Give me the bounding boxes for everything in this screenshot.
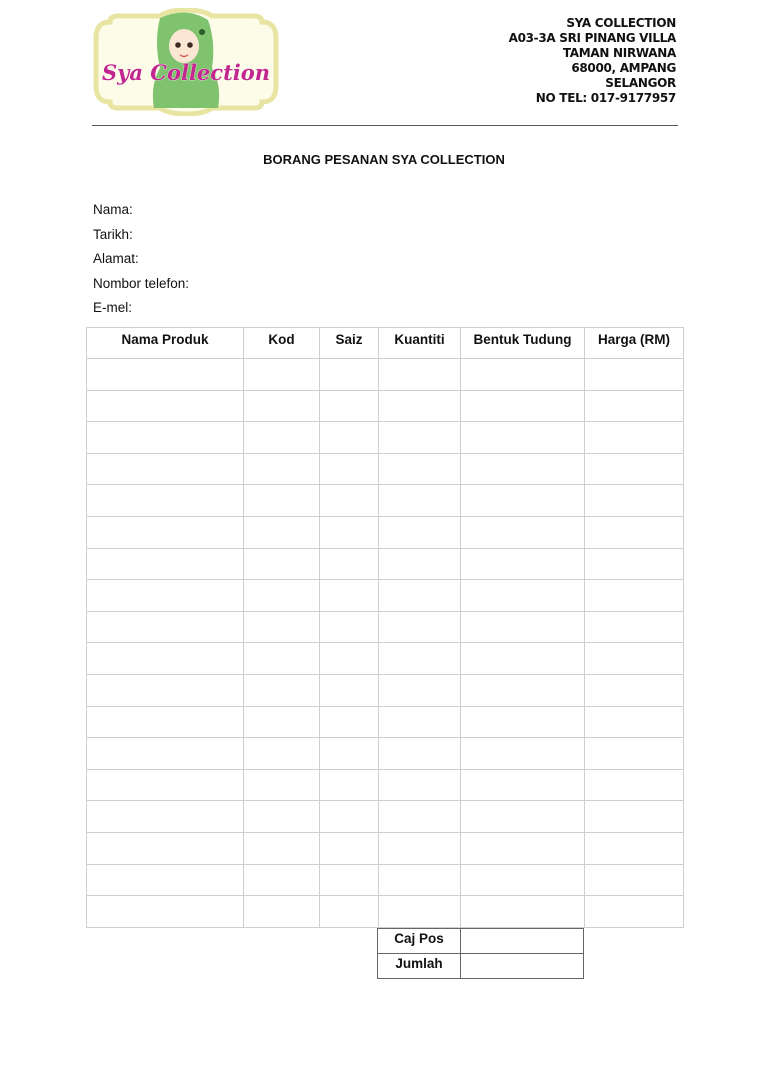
table-cell[interactable] <box>87 359 244 391</box>
table-cell[interactable] <box>87 896 244 928</box>
table-cell[interactable] <box>320 548 379 580</box>
table-cell[interactable] <box>87 674 244 706</box>
table-cell[interactable] <box>461 832 585 864</box>
column-header-nama-produk: Nama Produk <box>87 328 244 359</box>
total-row <box>378 954 584 979</box>
table-row <box>87 643 684 675</box>
table-cell[interactable] <box>320 580 379 612</box>
table-cell[interactable] <box>585 390 684 422</box>
table-cell[interactable] <box>379 422 461 454</box>
table-cell[interactable] <box>87 801 244 833</box>
table-cell[interactable] <box>461 706 585 738</box>
table-row <box>87 832 684 864</box>
table-cell[interactable] <box>379 864 461 896</box>
table-cell[interactable] <box>379 801 461 833</box>
column-header-saiz: Saiz <box>320 328 379 359</box>
table-cell[interactable] <box>87 516 244 548</box>
table-cell[interactable] <box>379 643 461 675</box>
table-cell[interactable] <box>244 896 320 928</box>
table-cell[interactable] <box>320 706 379 738</box>
table-cell[interactable] <box>585 801 684 833</box>
table-cell[interactable] <box>244 769 320 801</box>
table-row <box>87 611 684 643</box>
table-cell[interactable] <box>87 832 244 864</box>
table-cell[interactable] <box>379 674 461 706</box>
table-cell[interactable] <box>585 453 684 485</box>
table-cell[interactable] <box>87 864 244 896</box>
column-header-bentuk-tudung: Bentuk Tudung <box>461 328 585 359</box>
table-cell[interactable] <box>585 485 684 517</box>
total-label: Jumlah <box>378 954 461 979</box>
table-cell[interactable] <box>461 738 585 770</box>
table-cell[interactable] <box>320 643 379 675</box>
table-row <box>87 896 684 928</box>
table-cell[interactable] <box>87 453 244 485</box>
table-cell[interactable] <box>585 548 684 580</box>
table-cell[interactable] <box>244 359 320 391</box>
table-cell[interactable] <box>244 801 320 833</box>
table-cell[interactable] <box>320 390 379 422</box>
table-cell[interactable] <box>379 706 461 738</box>
postage-row <box>378 929 584 954</box>
table-cell[interactable] <box>585 643 684 675</box>
postage-value-cell[interactable] <box>461 929 584 954</box>
table-row <box>87 485 684 517</box>
table-row <box>87 422 684 454</box>
table-cell[interactable] <box>461 896 585 928</box>
table-row <box>87 516 684 548</box>
table-cell[interactable] <box>461 422 585 454</box>
table-cell[interactable] <box>87 422 244 454</box>
address-line: A03-3A SRI PINANG VILLA <box>508 31 676 45</box>
table-cell[interactable] <box>244 643 320 675</box>
table-cell[interactable] <box>320 611 379 643</box>
field-nombor-telefon[interactable]: Nombor telefon: <box>93 275 190 291</box>
table-cell[interactable] <box>585 580 684 612</box>
table-cell[interactable] <box>320 359 379 391</box>
sya-collection-logo <box>90 8 282 116</box>
table-row <box>87 580 684 612</box>
table-row <box>87 548 684 580</box>
table-cell[interactable] <box>320 738 379 770</box>
table-row <box>87 706 684 738</box>
totals-table <box>377 928 584 979</box>
table-cell[interactable] <box>379 738 461 770</box>
column-header-harga: Harga (RM) <box>585 328 684 359</box>
table-cell[interactable] <box>585 674 684 706</box>
address-line: SYA COLLECTION <box>566 16 676 30</box>
table-cell[interactable] <box>320 896 379 928</box>
order-table <box>86 327 684 928</box>
shop-address-block <box>509 16 676 106</box>
form-title: BORANG PESANAN SYA COLLECTION <box>263 152 505 167</box>
table-header-row <box>87 328 684 359</box>
table-cell[interactable] <box>320 864 379 896</box>
column-header-kod: Kod <box>244 328 320 359</box>
table-cell[interactable] <box>244 390 320 422</box>
order-table-body <box>87 359 684 928</box>
table-cell[interactable] <box>320 832 379 864</box>
table-cell[interactable] <box>244 516 320 548</box>
table-cell[interactable] <box>87 485 244 517</box>
table-cell[interactable] <box>87 390 244 422</box>
table-cell[interactable] <box>585 359 684 391</box>
table-cell[interactable] <box>87 643 244 675</box>
logo-text: Sya Collection <box>101 60 271 85</box>
table-cell[interactable] <box>244 548 320 580</box>
table-cell[interactable] <box>320 674 379 706</box>
table-row <box>87 453 684 485</box>
field-tarikh[interactable]: Tarikh: <box>93 226 133 242</box>
table-cell[interactable] <box>379 390 461 422</box>
table-cell[interactable] <box>461 359 585 391</box>
address-line: SELANGOR <box>605 76 676 90</box>
field-nama[interactable]: Nama: <box>93 202 133 217</box>
table-cell[interactable] <box>320 453 379 485</box>
table-cell[interactable] <box>244 485 320 517</box>
table-cell[interactable] <box>379 769 461 801</box>
table-cell[interactable] <box>379 832 461 864</box>
table-cell[interactable] <box>87 548 244 580</box>
table-cell[interactable] <box>244 422 320 454</box>
table-cell[interactable] <box>320 422 379 454</box>
table-cell[interactable] <box>379 359 461 391</box>
table-cell[interactable] <box>320 801 379 833</box>
field-alamat[interactable]: Alamat: <box>93 251 139 266</box>
table-cell[interactable] <box>379 548 461 580</box>
table-row <box>87 738 684 770</box>
table-cell[interactable] <box>244 706 320 738</box>
table-cell[interactable] <box>379 896 461 928</box>
customer-fields <box>93 201 189 324</box>
table-cell[interactable] <box>379 485 461 517</box>
table-cell[interactable] <box>244 611 320 643</box>
total-value-cell[interactable] <box>461 954 584 979</box>
table-cell[interactable] <box>461 801 585 833</box>
table-cell[interactable] <box>585 769 684 801</box>
table-cell[interactable] <box>87 769 244 801</box>
table-row <box>87 801 684 833</box>
address-line: 68000, AMPANG <box>571 61 676 75</box>
table-cell[interactable] <box>461 769 585 801</box>
table-cell[interactable] <box>244 832 320 864</box>
table-cell[interactable] <box>461 643 585 675</box>
field-email[interactable]: E-mel: <box>93 300 133 315</box>
address-line: NO TEL: 017-9177957 <box>535 91 676 105</box>
table-row <box>87 769 684 801</box>
table-cell[interactable] <box>461 453 585 485</box>
table-cell[interactable] <box>320 769 379 801</box>
postage-label: Caj Pos <box>378 929 461 954</box>
table-cell[interactable] <box>585 611 684 643</box>
table-cell[interactable] <box>87 611 244 643</box>
table-cell[interactable] <box>461 516 585 548</box>
table-cell[interactable] <box>461 390 585 422</box>
table-cell[interactable] <box>320 516 379 548</box>
table-cell[interactable] <box>461 611 585 643</box>
table-row <box>87 359 684 391</box>
table-cell[interactable] <box>244 738 320 770</box>
table-cell[interactable] <box>461 485 585 517</box>
address-line: TAMAN NIRWANA <box>562 46 676 60</box>
table-cell[interactable] <box>585 864 684 896</box>
table-cell[interactable] <box>585 896 684 928</box>
table-cell[interactable] <box>461 548 585 580</box>
table-cell[interactable] <box>585 706 684 738</box>
table-cell[interactable] <box>244 674 320 706</box>
table-cell[interactable] <box>461 580 585 612</box>
table-row <box>87 674 684 706</box>
table-row <box>87 864 684 896</box>
table-cell[interactable] <box>585 738 684 770</box>
table-cell[interactable] <box>87 580 244 612</box>
face-shape <box>169 29 199 63</box>
table-cell[interactable] <box>379 516 461 548</box>
header-divider <box>92 125 678 126</box>
table-cell[interactable] <box>320 485 379 517</box>
table-cell[interactable] <box>585 832 684 864</box>
table-cell[interactable] <box>585 516 684 548</box>
table-cell[interactable] <box>244 453 320 485</box>
table-cell[interactable] <box>461 674 585 706</box>
table-cell[interactable] <box>461 864 585 896</box>
table-cell[interactable] <box>244 864 320 896</box>
table-cell[interactable] <box>379 580 461 612</box>
table-cell[interactable] <box>244 580 320 612</box>
column-header-kuantiti: Kuantiti <box>379 328 461 359</box>
table-cell[interactable] <box>379 453 461 485</box>
table-cell[interactable] <box>87 706 244 738</box>
table-cell[interactable] <box>585 422 684 454</box>
table-cell[interactable] <box>87 738 244 770</box>
table-cell[interactable] <box>379 611 461 643</box>
table-row <box>87 390 684 422</box>
